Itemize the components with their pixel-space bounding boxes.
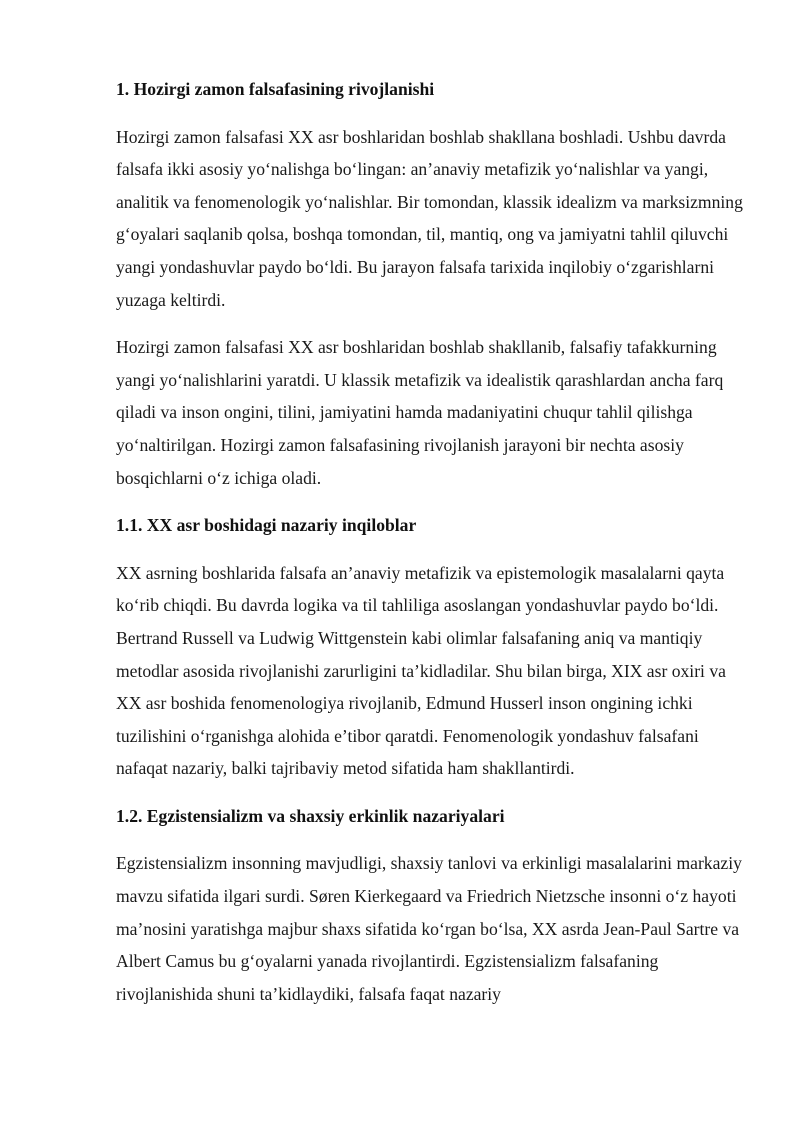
section-heading-1-1: 1.1. XX asr boshidagi nazariy inqiloblar (116, 515, 417, 536)
paragraph-1-1: Hozirgi zamon falsafasi XX asr boshlaridan boshlab shakllana boshladi. Ushbu davrda falsafa ikki asosiy yo‘nalishga bo‘lingan: an’anaviy metafizik yo‘nalishlar va yangi, analitik va fenomenologik yo‘nalishlar. Bir tomondan, klassik idealizm va marksizmning g‘oyalari saqlanib qolsa, boshqa tomondan, til, mantiq, ong va jamiyatni tahlil qiluvchi yangi yondashuvlar paydo bo‘ldi. Bu jarayon falsafa tarixida inqilobiy o‘zgarishlarni yuzaga keltirdi. (116, 126, 743, 310)
section-heading-1-2: 1.2. Egzistensializm va shaxsiy erkinlik nazariyalari (116, 805, 505, 826)
paragraph-1-1-1: XX asrning boshlarida falsafa an’anaviy metafizik va epistemologik masalalarni qayta ko‘rib chiqdi. Bu davrda logika va til tahliliga asoslangan yondashuvlar paydo bo‘ldi. Bertrand Russell va Ludwig Wittgenstein kabi olimlar falsafaning aniq va mantiqiy metodlar asosida rivojlanishi zarurligini ta’kidladilar. Shu bilan birga, XIX asr oxiri va XX asr boshida fenomenologiya rivojlanib, Edmund Husserl inson ongining ichki tuzilishini o‘rganishga alohida e’tibor qaratdi. Fenomenologik yondashuv falsafani nafaqat nazariy, balki tajribaviy metod sifatida ham shakllantirdi. (116, 562, 726, 779)
section-heading-1: 1. Hozirgi zamon falsafasining rivojlanishi (116, 79, 435, 99)
paragraph-1-2-1: Egzistensializm insonning mavjudligi, shaxsiy tanlovi va erkinligi masalalarini markaziy mavzu sifatida ilgari surdi. Søren Kierkegaard va Friedrich Nietzsche insonni o‘z hayoti ma’nosini yaratishga majbur shaxs sifatida ko‘rgan bo‘lsa, XX asrda Jean-Paul Sartre va Albert Camus bu g‘oyalarni yanada rivojlantirdi. Egzistensializm falsafaning rivojlanishida shuni ta’kidlaydiki, falsafa faqat nazariy (116, 853, 742, 1004)
document-body (116, 73, 744, 1025)
paragraph-1-2: Hozirgi zamon falsafasi XX asr boshlaridan boshlab shakllanib, falsafiy tafakkurning yangi yo‘nalishlarini yaratdi. U klassik metafizik va idealistik qarashlardan ancha farq qiladi va inson ongini, tilini, jamiyatini hamda madaniyatini chuqur tahlil qilishga yo‘naltirilgan. Hozirgi zamon falsafasining rivojlanish jarayoni bir nechta asosiy bosqichlarni o‘z ichiga oladi. (116, 337, 724, 488)
